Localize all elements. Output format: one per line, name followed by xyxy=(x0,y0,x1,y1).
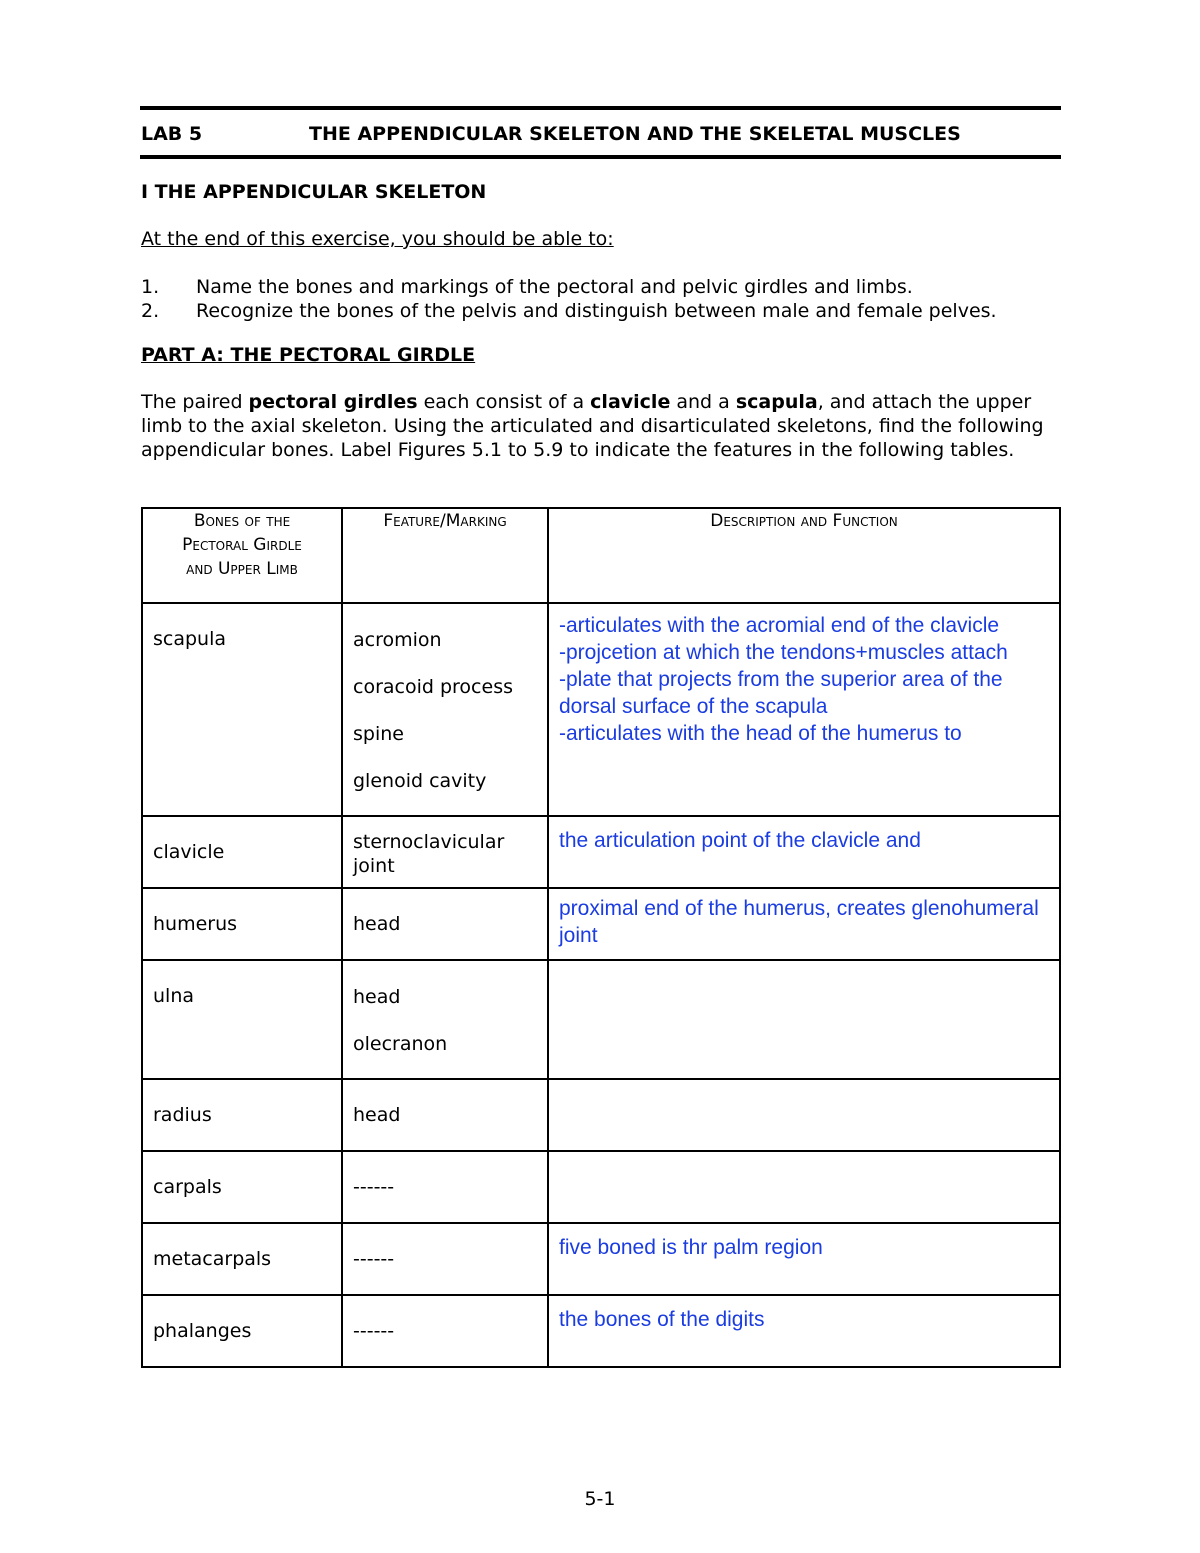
bone-name: ulna xyxy=(153,985,195,1007)
table-row xyxy=(142,1151,1060,1223)
objectives-intro: At the end of this exercise, you should be able to: xyxy=(141,228,614,250)
description-item[interactable]: the bones of the digits xyxy=(559,1308,765,1331)
objective-item xyxy=(141,300,997,322)
table-row xyxy=(142,1223,1060,1295)
feature-item: glenoid cavity xyxy=(353,770,487,792)
feature-item: acromion xyxy=(353,629,442,651)
feature-item: ------ xyxy=(353,1248,395,1270)
header-description-function: Description and Function xyxy=(548,508,1060,603)
page-number: 5-1 xyxy=(584,1488,616,1510)
part-a-intro-paragraph: The paired pectoral girdles each consist of a clavicle and a scapula, and attach the upper limb to the axial skeleton. Using the articulated and disarticulated skeletons, find the following appendicular bones. Label Figures 5.1 to 5.9 to indicate the features in the following tables. xyxy=(141,391,1044,461)
description-item: -projcetion at which the tendons+muscles attach xyxy=(559,641,1008,664)
description-item[interactable]: five boned is thr palm region xyxy=(559,1236,823,1259)
table-row xyxy=(142,603,1060,816)
lab-number: LAB 5 xyxy=(141,123,203,145)
description-item[interactable] xyxy=(549,961,1059,969)
description-item: -articulates with the head of the humerus to xyxy=(559,722,962,745)
description-item: -plate that projects from the superior area of the dorsal surface of the scapula xyxy=(559,668,1003,718)
objective-text: Name the bones and markings of the pectoral and pelvic girdles and limbs. xyxy=(196,276,913,298)
table-row xyxy=(142,960,1060,1079)
objective-item xyxy=(141,276,913,298)
bones-table xyxy=(141,507,1061,1368)
table-header-row xyxy=(142,508,1060,603)
feature-item: spine xyxy=(353,723,404,745)
feature-item: coracoid process xyxy=(353,676,513,698)
objective-number: 1. xyxy=(141,276,160,298)
feature-item: head xyxy=(353,986,401,1008)
feature-item: sternoclavicular joint xyxy=(353,831,505,877)
part-a-title: PART A: THE PECTORAL GIRDLE xyxy=(141,344,476,366)
feature-list xyxy=(343,961,547,1056)
bone-name: humerus xyxy=(153,913,238,935)
feature-item: ------ xyxy=(353,1176,395,1198)
objective-text: Recognize the bones of the pelvis and distinguish between male and female pelves. xyxy=(196,300,997,322)
table-row xyxy=(142,1079,1060,1151)
feature-item: head xyxy=(353,913,401,935)
feature-item: head xyxy=(353,1104,401,1126)
description-list[interactable] xyxy=(549,604,1059,747)
table-row xyxy=(142,1295,1060,1367)
description-item[interactable]: the articulation point of the clavicle and xyxy=(559,829,921,852)
bone-name: carpals xyxy=(153,1176,222,1198)
header-top-rule xyxy=(140,106,1061,110)
bone-name: clavicle xyxy=(153,841,225,863)
objective-number: 2. xyxy=(141,300,160,322)
bone-name: metacarpals xyxy=(153,1248,272,1270)
header-bones: Bones of the Pectoral Girdle and Upper Limb xyxy=(142,508,342,603)
bone-name: radius xyxy=(153,1104,212,1126)
table-row xyxy=(142,816,1060,888)
bone-name: phalanges xyxy=(153,1320,252,1342)
description-item[interactable]: proximal end of the humerus, creates glenohumeral joint xyxy=(559,897,1039,947)
section-title: I THE APPENDICULAR SKELETON xyxy=(141,181,487,203)
description-item[interactable] xyxy=(549,1152,1059,1160)
header-bottom-rule xyxy=(140,155,1061,159)
feature-list xyxy=(343,604,547,793)
description-item: -articulates with the acromial end of the clavicle xyxy=(559,614,1000,637)
header-feature-marking: Feature/Marking xyxy=(342,508,548,603)
feature-item: olecranon xyxy=(353,1033,448,1055)
lab-title: THE APPENDICULAR SKELETON AND THE SKELETAL MUSCLES xyxy=(309,123,961,145)
bone-name: scapula xyxy=(153,628,227,650)
feature-item: ------ xyxy=(353,1320,395,1342)
description-item[interactable] xyxy=(549,1080,1059,1088)
table-row xyxy=(142,888,1060,960)
